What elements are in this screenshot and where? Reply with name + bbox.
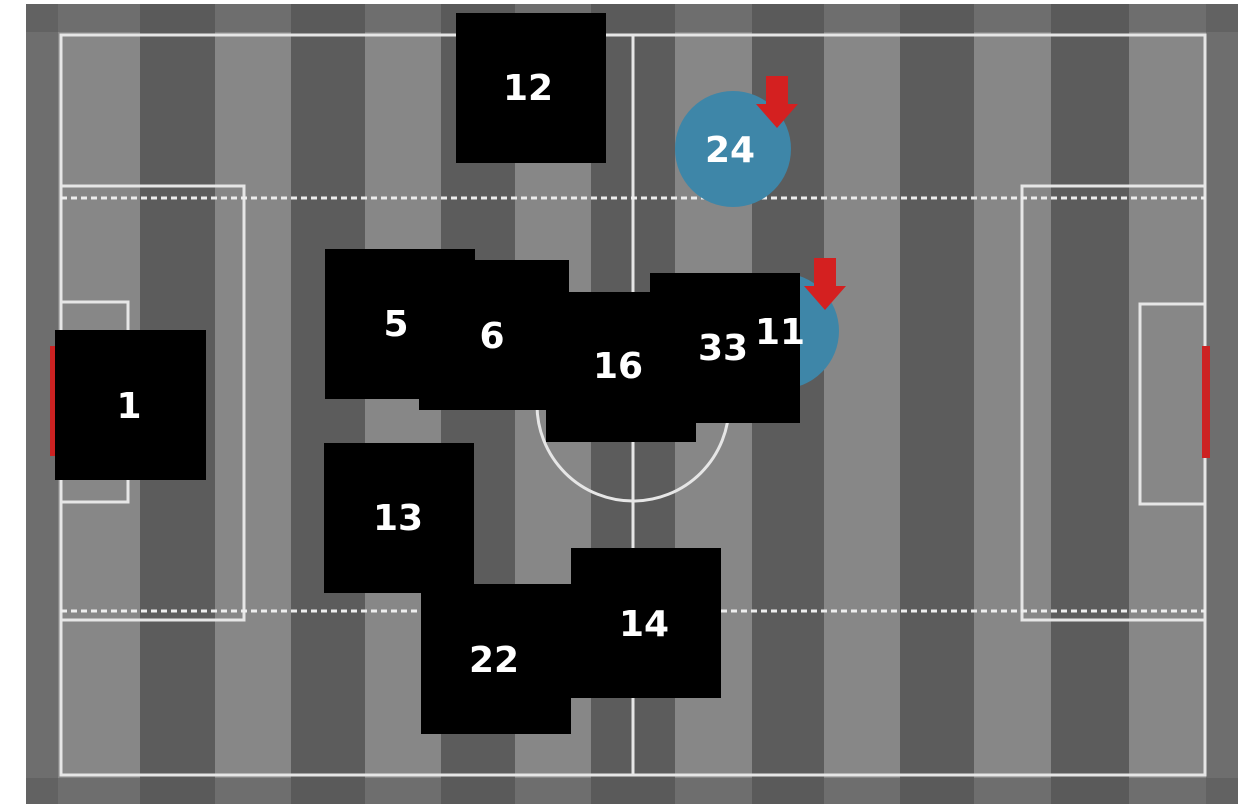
home-player-number: 13 [372, 498, 424, 539]
home-player-number: 6 [479, 316, 505, 357]
home-marker-22 [421, 584, 571, 734]
home-player-number: 14 [618, 604, 670, 645]
right-goal [1202, 346, 1210, 458]
home-marker-1 [55, 330, 206, 480]
home-player-number: 12 [502, 68, 554, 109]
home-player-number: 16 [592, 346, 644, 387]
home-marker-14 [571, 548, 721, 698]
away-player-number: 24 [704, 130, 756, 171]
home-player-number: 5 [383, 304, 409, 345]
home-player-number: 22 [468, 640, 520, 681]
home-marker-12 [456, 13, 606, 163]
home-player-number: 1 [116, 386, 142, 427]
home-marker-13 [324, 443, 474, 593]
away-player-number: 11 [754, 312, 806, 353]
home-player-number: 33 [697, 328, 749, 369]
